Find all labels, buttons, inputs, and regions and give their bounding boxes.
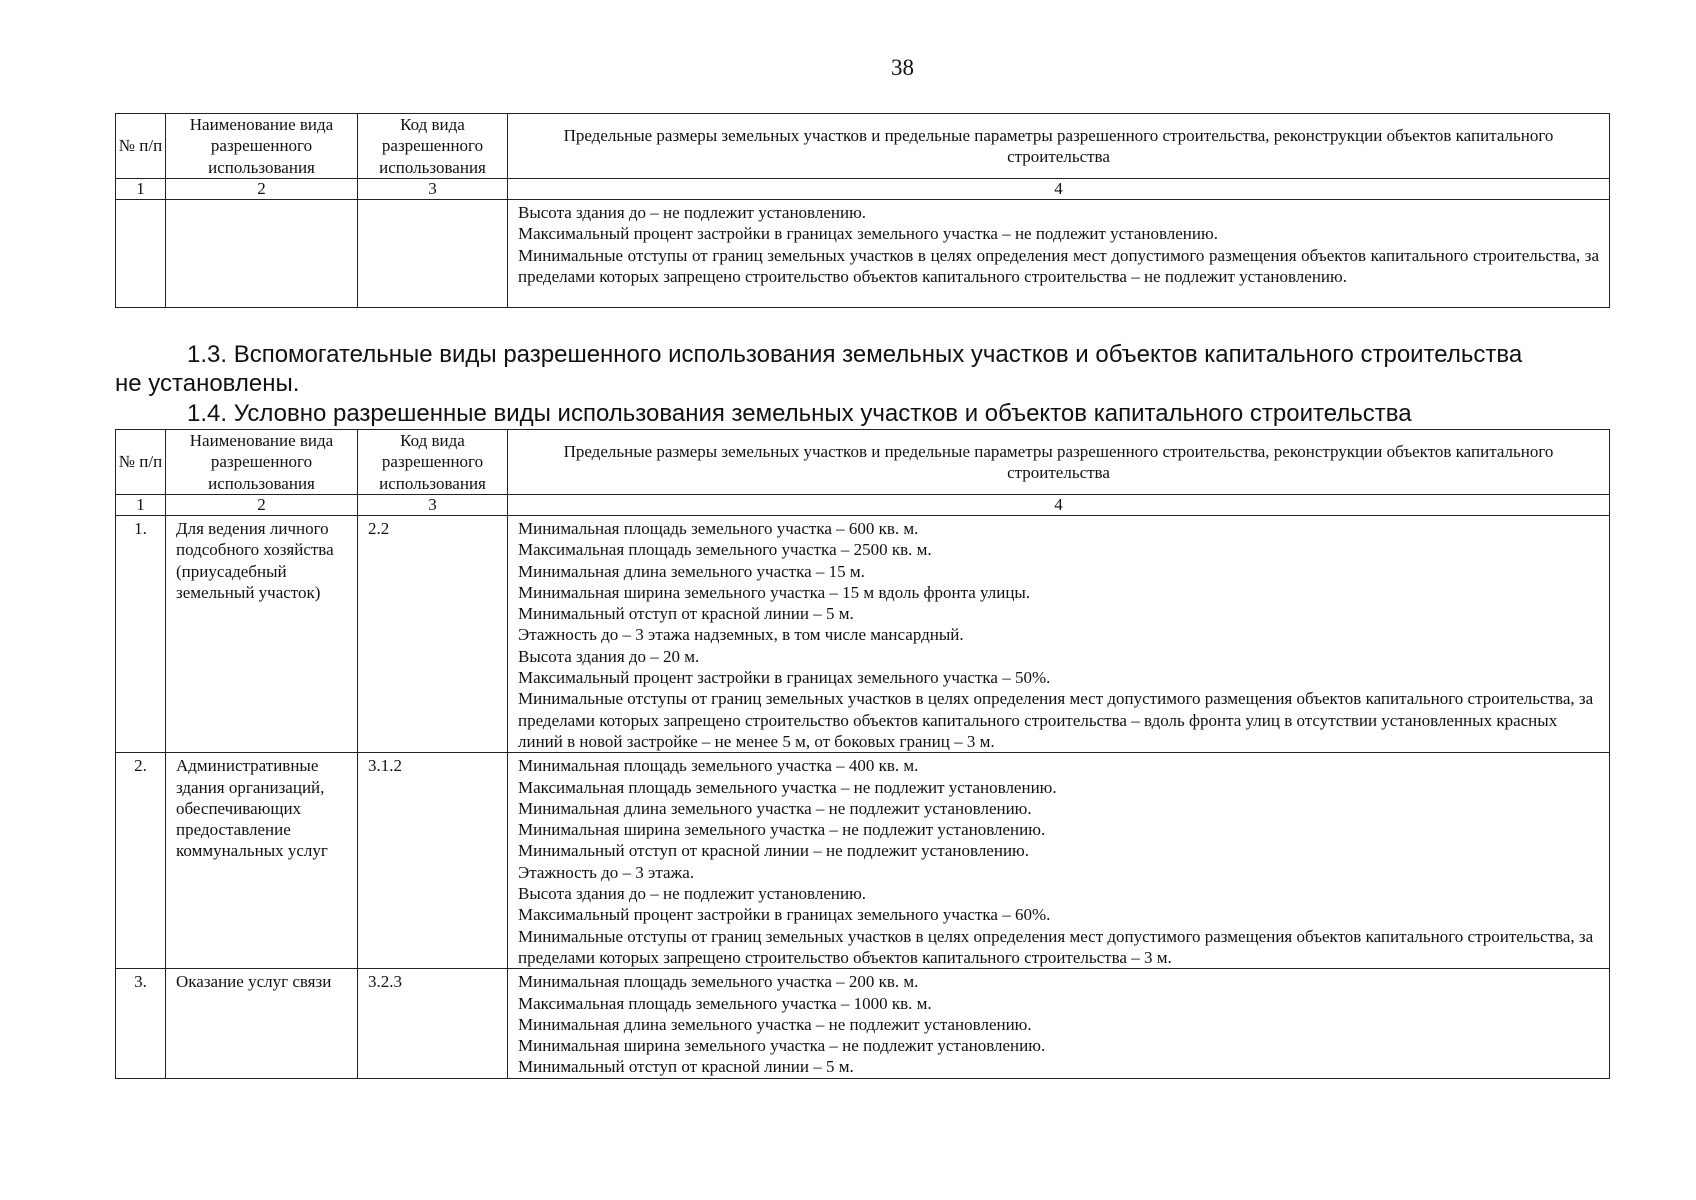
- column-number-row: [116, 179, 1610, 200]
- header-parameters: Предельные размеры земельных участков и предельные параметры разрешенного строительства, реконструкции объектов капитального строительства: [508, 430, 1610, 495]
- section-1-3-heading: [115, 340, 1615, 398]
- row-parameters: [508, 200, 1610, 308]
- row-use-code: 2.2: [358, 516, 508, 753]
- parameter-line: Минимальные отступы от границ земельных участков в целях определения мест допустимого размещения объектов капитального строительства, за пределами которых запрещено строительство объектов капитального строительства – не подлежит установлению.: [518, 245, 1599, 286]
- row-use-code: 3.1.2: [358, 753, 508, 969]
- section-1-3-line1: 1.3. Вспомогательные виды разрешенного использования земельных участков и объектов капитального строительства: [187, 341, 1523, 368]
- parameter-line: Минимальная площадь земельного участка – 600 кв. м.: [518, 519, 919, 538]
- row-use-code: [358, 200, 508, 308]
- parameter-line: Минимальная площадь земельного участка – 200 кв. м.: [518, 972, 919, 992]
- header-use-code: Код вида разрешенного использования: [358, 114, 508, 179]
- column-number: 3: [358, 495, 508, 516]
- parameter-line: Максимальный процент застройки в границах земельного участка – 50%.: [518, 668, 1051, 688]
- row-parameters: [508, 969, 1610, 1078]
- section-1-3-line2: не установлены.: [115, 370, 300, 397]
- column-number: 2: [166, 495, 358, 516]
- row-use-code: 3.2.3: [358, 969, 508, 1078]
- row-use-name: Административные здания организаций, обеспечивающих предоставление коммунальных услуг: [166, 753, 358, 969]
- table-continuation: [115, 113, 1610, 308]
- table-header-row: [116, 430, 1610, 495]
- section-1-4-heading: 1.4. Условно разрешенные виды использования земельных участков и объектов капитального строительства: [187, 400, 1412, 427]
- column-number-row: [116, 495, 1610, 516]
- header-number: № п/п: [116, 430, 166, 495]
- column-number: 3: [358, 179, 508, 200]
- table-row: [116, 516, 1610, 753]
- parameter-line: Максимальный процент застройки в границах земельного участка – 60%.: [518, 905, 1051, 925]
- row-parameters: [508, 516, 1610, 753]
- parameter-line: Максимальная площадь земельного участка – 2500 кв. м.: [518, 540, 932, 560]
- parameter-line: Минимальный отступ от красной линии – 5 м.: [518, 604, 854, 624]
- parameter-line: Этажность до – 3 этажа надземных, в том числе мансардный.: [518, 625, 964, 645]
- parameter-line: Минимальная длина земельного участка – не подлежит установлению.: [518, 798, 1032, 818]
- header-use-name: Наименование вида разрешенного использования: [166, 430, 358, 495]
- parameter-line: Минимальные отступы от границ земельных участков в целях определения мест допустимого размещения объектов капитального строительства, за пределами которых запрещено строительство объектов капитального строительства – 3 м.: [518, 926, 1594, 967]
- parameter-line: Минимальная ширина земельного участка – 15 м вдоль фронта улицы.: [518, 582, 1031, 602]
- parameter-line: Минимальная длина земельного участка – не подлежит установлению.: [518, 1014, 1032, 1034]
- table-row: [116, 969, 1610, 1078]
- parameter-line: Максимальная площадь земельного участка – не подлежит установлению.: [518, 777, 1057, 797]
- parameter-line: Минимальная площадь земельного участка – 400 кв. м.: [518, 756, 919, 776]
- table-row: [116, 200, 1610, 308]
- row-use-name: Для ведения личного подсобного хозяйства (приусадебный земельный участок): [166, 516, 358, 753]
- parameter-line: Минимальная ширина земельного участка – не подлежит установлению.: [518, 820, 1046, 840]
- header-use-name: Наименование вида разрешенного использования: [166, 114, 358, 179]
- parameter-line: Максимальная площадь земельного участка – 1000 кв. м.: [518, 993, 932, 1013]
- column-number: 2: [166, 179, 358, 200]
- parameter-line: Минимальные отступы от границ земельных участков в целях определения мест допустимого размещения объектов капитального строительства, за пределами которых запрещено строительство объектов капитального строительства – вдоль фронта улиц в отсутствии установленных красных линий в новой застройке – не менее 5 м, от боковых границ – 3 м.: [518, 689, 1594, 751]
- table-header-row: [116, 114, 1610, 179]
- row-use-name: Оказание услуг связи: [166, 969, 358, 1078]
- column-number: 1: [116, 179, 166, 200]
- header-parameters: Предельные размеры земельных участков и предельные параметры разрешенного строительства, реконструкции объектов капитального строительства: [508, 114, 1610, 179]
- parameter-line: Этажность до – 3 этажа.: [518, 862, 695, 882]
- parameter-line: Минимальная длина земельного участка – 15 м.: [518, 561, 865, 581]
- parameter-line: Максимальный процент застройки в границах земельного участка – не подлежит установлению.: [518, 224, 1218, 244]
- column-number: 1: [116, 495, 166, 516]
- page-number: 38: [891, 55, 914, 80]
- column-number: 4: [508, 179, 1610, 200]
- header-use-code: Код вида разрешенного использования: [358, 430, 508, 495]
- parameter-line: Минимальная ширина земельного участка – не подлежит установлению.: [518, 1036, 1046, 1056]
- header-number: № п/п: [116, 114, 166, 179]
- parameter-line: Высота здания до – 20 м.: [518, 646, 700, 666]
- row-number: 3.: [116, 969, 166, 1078]
- row-parameters: [508, 753, 1610, 969]
- table-row: [116, 753, 1610, 969]
- parameter-line: Высота здания до – не подлежит установлению.: [518, 884, 867, 904]
- column-number: 4: [508, 495, 1610, 516]
- row-number: 1.: [116, 516, 166, 753]
- conditional-use-table: [115, 429, 1610, 1079]
- row-number: 2.: [116, 753, 166, 969]
- row-use-name: [166, 200, 358, 308]
- row-number: [116, 200, 166, 308]
- parameter-line: Минимальный отступ от красной линии – не подлежит установлению.: [518, 841, 1029, 861]
- parameter-line: Минимальный отступ от красной линии – 5 м.: [518, 1057, 854, 1077]
- parameter-line: Высота здания до – не подлежит установлению.: [518, 203, 867, 222]
